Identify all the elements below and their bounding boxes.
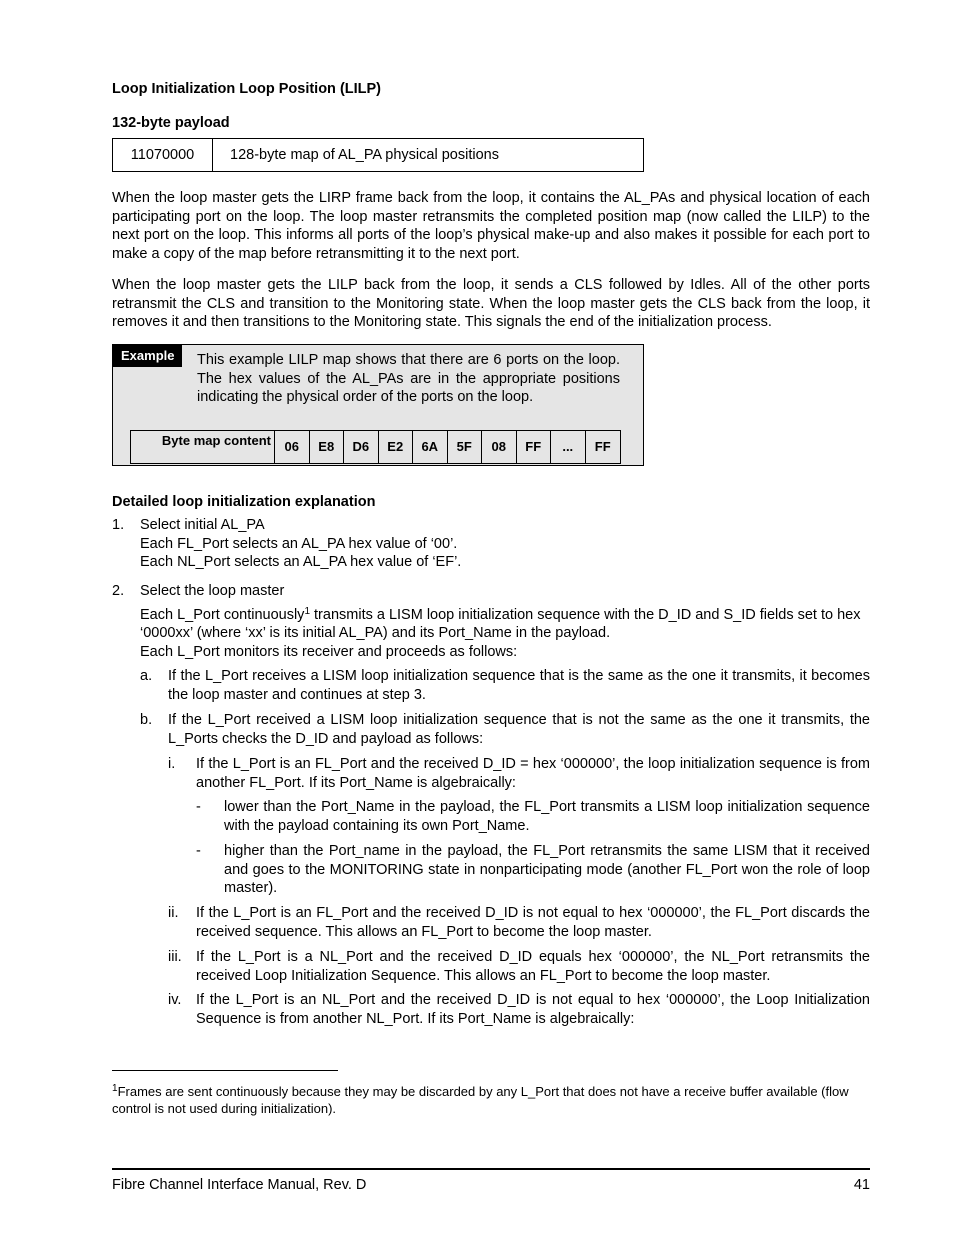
step-2-body-start: Each L_Port continuously [140,606,305,623]
byte-map-cell: 5F [448,431,483,463]
payload-heading: 132-byte payload [112,115,230,131]
step-1-title: Select initial AL_PA [140,517,265,533]
detail-heading: Detailed loop initialization explanation [112,494,376,510]
item-i-label: i. [168,756,176,772]
byte-map-cell: 6A [413,431,448,463]
step-1-line-1: Each FL_Port selects an AL_PA hex value of ‘00’. [140,535,458,552]
payload-table [112,138,644,172]
payload-description: 128-byte map of AL_PA physical positions [230,147,499,163]
example-box [112,344,644,466]
item-b-label: b. [140,712,153,728]
byte-map-table [130,430,621,464]
item-iv-text: If the L_Port is an NL_Port and the received D_ID is not equal to hex ‘000000’, the Loop Initialization Sequence is from another NL_Port. If its Port_Name is algebraically: [196,992,870,1027]
page-number: 41 [853,1177,870,1193]
dash-2-label: - [196,843,201,859]
byte-map-cell: FF [517,431,552,463]
dash-1-text: lower than the Port_Name in the payload, the FL_Port transmits a LISM loop initialization sequence with the payload containing its own Port_Name. [224,799,870,834]
footnote-number: 1 [112,1083,118,1094]
step-2-number: 2. [112,583,125,599]
byte-map-cell: 06 [275,431,310,463]
item-ii-text: If the L_Port is an FL_Port and the received D_ID is not equal to hex ‘000000’, the FL_Port discards the received sequence. This allows an FL_Port to become the loop master. [196,905,870,940]
byte-map-cell: ... [551,431,586,463]
dash-2-text: higher than the Port_name in the payload, the FL_Port retransmits the same LISM that it received and goes to the MONITORING state in nonparticipating mode (another FL_Port won the role of loop master). [224,843,870,897]
step-2 [140,582,870,661]
byte-map-cell: FF [594,439,611,454]
footnote-reference: 1 [304,605,310,617]
item-iv-label: iv. [168,992,182,1008]
byte-map-label: Byte map content [131,431,275,463]
item-iii-label: iii. [168,949,182,965]
dash-1-label: - [196,799,201,815]
payload-code: 11070000 [113,139,213,171]
footnote-text: Frames are sent continuously because they may be discarded by any L_Port that does not have a receive buffer available (flow control is not used during initialization). [112,1084,849,1116]
footnote [112,1083,870,1117]
byte-map-cell: 08 [482,431,517,463]
example-tag: Example [113,345,182,367]
step-1-line-2: Each NL_Port selects an AL_PA hex value of ‘EF’. [140,554,462,571]
step-2-body [140,606,870,643]
footer-title: Fibre Channel Interface Manual, Rev. D [112,1177,367,1193]
item-ii-label: ii. [168,905,179,921]
byte-map-cell: E8 [310,431,345,463]
byte-map-cell: E2 [379,431,414,463]
step-2-body-rest: transmits a LISM loop initialization sequence with the D_ID and S_ID fields set to hex ‘0000xx’ (where ‘xx’ is its initial AL_PA) and its Port_Name in the payload. [140,606,861,642]
paragraph-lilp-description: When the loop master gets the LIRP frame back from the loop, it contains the AL_PAs and physical location of each participating port on the loop. The loop master retransmits the completed position map (now called the LILP) to the next port on the loop. This informs all ports of the loop’s physical make-up and also makes it possible for each port to make a copy of the map before retransmitting it to the next port. [112,190,870,262]
step-1 [140,516,870,572]
byte-map-cell: D6 [344,431,379,463]
footer-divider [112,1168,870,1170]
item-i-text: If the L_Port is an FL_Port and the received D_ID = hex ‘000000’, the loop initialization sequence is from another FL_Port. If its Port_Name is algebraically: [196,756,870,791]
item-b-text: If the L_Port received a LISM loop initialization sequence that is not the same as the one it transmits, the L_Ports checks the D_ID and payload as follows: [168,712,870,747]
item-iii-text: If the L_Port is a NL_Port and the received D_ID equals hex ‘000000’, the NL_Port retransmits the received Loop Initialization Sequence. This allows an FL_Port to become the loop master. [196,949,870,984]
paragraph-cls-description: When the loop master gets the LILP back from the loop, it sends a CLS followed by Idles. All of the other ports retransmit the CLS and transition to the Monitoring state. When the loop master gets the CLS back from the loop, it removes it and then transitions to the Monitoring state. This signals the end of the initialization process. [112,277,870,331]
item-a-text: If the L_Port receives a LISM loop initialization sequence that is the same as the one it transmits, it becomes the loop master and continues at step 3. [168,668,870,703]
step-2-title: Select the loop master [140,583,285,599]
step-1-number: 1. [112,517,125,533]
step-2-body-monitor: Each L_Port monitors its receiver and proceeds as follows: [140,643,518,660]
section-title: Loop Initialization Loop Position (LILP) [112,81,382,97]
footnote-divider [112,1070,338,1071]
example-text: This example LILP map shows that there are 6 ports on the loop. The hex values of the AL_PAs are in the appropriate positions indicating the physical order of the ports on the loop. [197,352,620,406]
item-a-label: a. [140,668,153,684]
